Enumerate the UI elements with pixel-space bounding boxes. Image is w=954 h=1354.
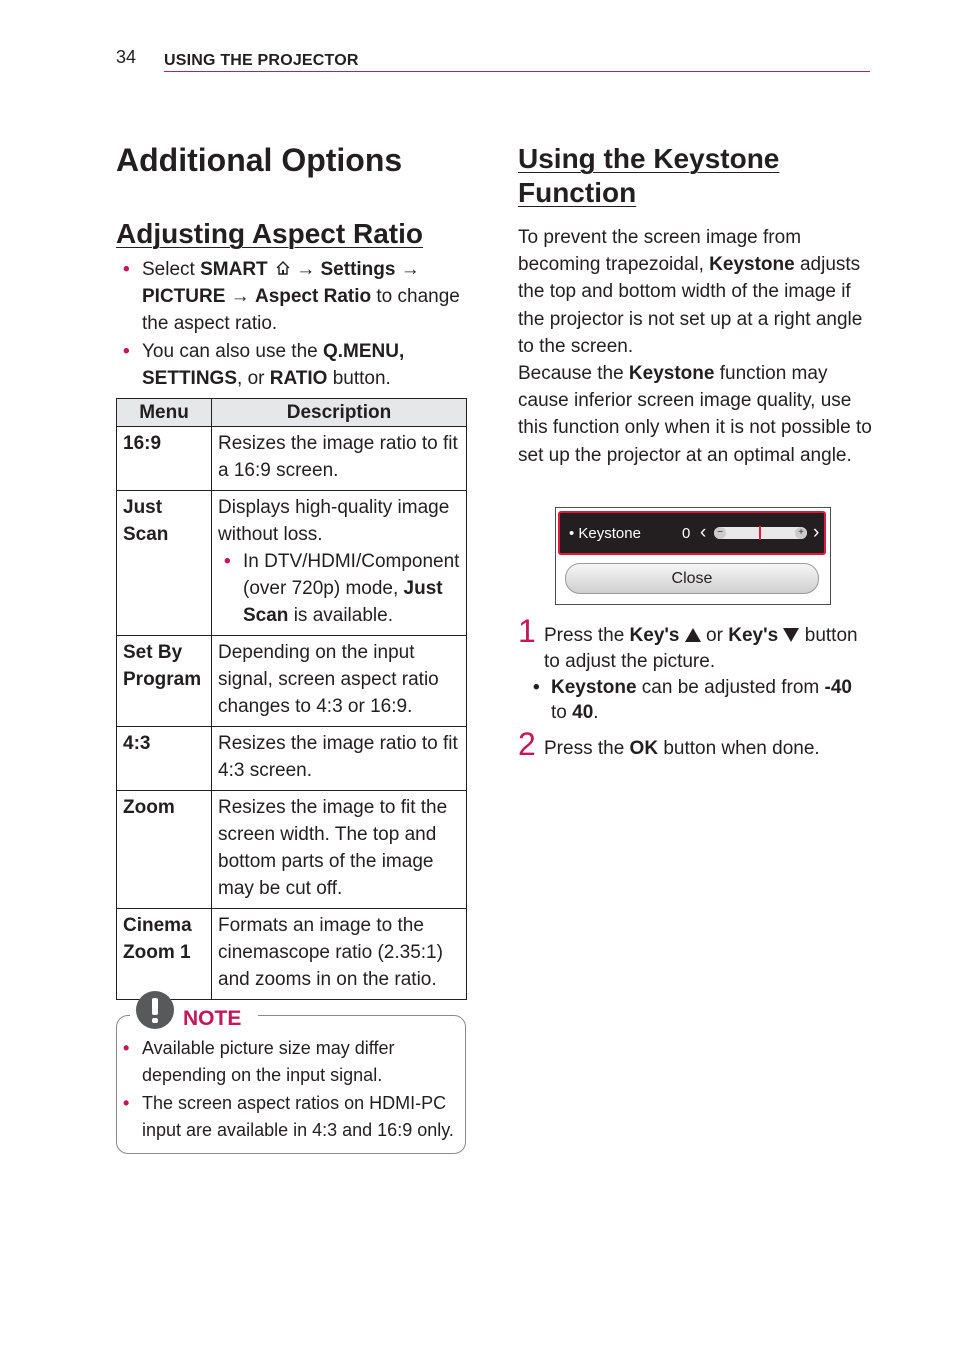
column-header-description: Description — [212, 399, 467, 427]
table-row — [117, 636, 467, 727]
aspect-bullet-1: • Select SMART → Settings → PICTURE → Aspect Ratio to change the aspect ratio. — [142, 256, 472, 337]
exclamation-icon — [136, 991, 174, 1029]
slider-marker — [759, 526, 761, 540]
step-1-bullet: • Keystone can be adjusted from -40 to 40. — [533, 677, 852, 723]
bullet-dot: • — [123, 1093, 130, 1113]
bullet-dot: • — [123, 259, 130, 280]
close-button[interactable]: Close — [565, 563, 819, 594]
menu-cell: 16:9 — [117, 427, 212, 491]
aspect-bullet-2: • You can also use the Q.MENU, SETTINGS, or RATIO button. — [142, 338, 472, 392]
page-title: Additional Options — [116, 142, 403, 178]
table-row — [117, 909, 467, 1000]
table-row — [117, 491, 467, 636]
step-1-text: Press the Key's or Key's button to adjust the picture. — [544, 625, 858, 672]
table-row — [117, 791, 467, 909]
menu-cell: 4:3 — [117, 727, 212, 791]
aspect-ratio-table — [116, 398, 467, 1000]
description-cell — [212, 491, 467, 636]
page-number: 34 — [116, 47, 137, 67]
chevron-left-icon[interactable]: ‹ — [700, 522, 707, 543]
column-header-menu: Menu — [117, 399, 212, 427]
triangle-up-icon — [685, 628, 701, 642]
chevron-right-icon[interactable]: › — [813, 522, 820, 543]
keystone-description: To prevent the screen image from becoming trapezoidal, Keystone adjusts the top and bottom width of the image if the projector is not set up at a right angle to the screen. Because the Keystone function may cause inferior screen image quality, use this function only when it is not possible to set up the projector at an optimal angle. — [518, 227, 872, 466]
note-item: • Available picture size may differ depending on the input signal. — [142, 1035, 462, 1089]
triangle-down-icon — [783, 628, 799, 642]
step-number: 1 — [518, 613, 536, 649]
description-cell: Resizes the image ratio to fit 4:3 screen. — [212, 727, 467, 791]
table-row — [117, 427, 467, 491]
plus-icon: + — [795, 527, 807, 539]
bullet-dot: • — [533, 677, 540, 698]
bullet-dot: • — [123, 1038, 130, 1058]
running-header: USING THE PROJECTOR — [164, 52, 359, 69]
description-cell: Resizes the image ratio to fit a 16:9 screen. — [212, 427, 467, 491]
menu-cell: Just Scan — [117, 491, 212, 636]
bullet-dot: • — [123, 341, 130, 362]
description-text: Displays high-quality image without loss. — [218, 497, 450, 545]
step-2-text: Press the OK button when done. — [544, 738, 820, 759]
description-cell: Resizes the image to fit the screen width. The top and bottom parts of the image may be cut off. — [212, 791, 467, 909]
menu-cell: Set By Program — [117, 636, 212, 727]
menu-cell: Cinema Zoom 1 — [117, 909, 212, 1000]
header-rule — [164, 71, 870, 72]
minus-icon: − — [714, 527, 726, 539]
note-item: • The screen aspect ratios on HDMI-PC input are available in 4:3 and 16:9 only. — [142, 1090, 462, 1144]
description-cell: Formats an image to the cinemascope ratio (2.35:1) and zooms in on the ratio. — [212, 909, 467, 1000]
table-row — [117, 727, 467, 791]
step-number: 2 — [518, 726, 536, 762]
description-cell: Depending on the input signal, screen aspect ratio changes to 4:3 or 16:9. — [212, 636, 467, 727]
bullet-dot: • — [224, 551, 231, 572]
table-header-row — [117, 399, 467, 427]
keystone-slider[interactable] — [714, 527, 807, 539]
osd-keystone-label: • Keystone — [569, 525, 641, 542]
keystone-osd-panel — [555, 507, 831, 605]
keystone-heading: Using the Keystone Function — [518, 143, 780, 208]
description-sub-bullet: • In DTV/HDMI/Component (over 720p) mode, Just Scan is available. — [218, 548, 460, 629]
keystone-osd-row[interactable] — [558, 511, 826, 555]
aspect-ratio-heading: Adjusting Aspect Ratio — [116, 218, 423, 249]
menu-cell: Zoom — [117, 791, 212, 909]
note-title: NOTE — [183, 1007, 242, 1030]
home-icon — [275, 260, 291, 276]
osd-keystone-value: 0 — [682, 525, 691, 542]
